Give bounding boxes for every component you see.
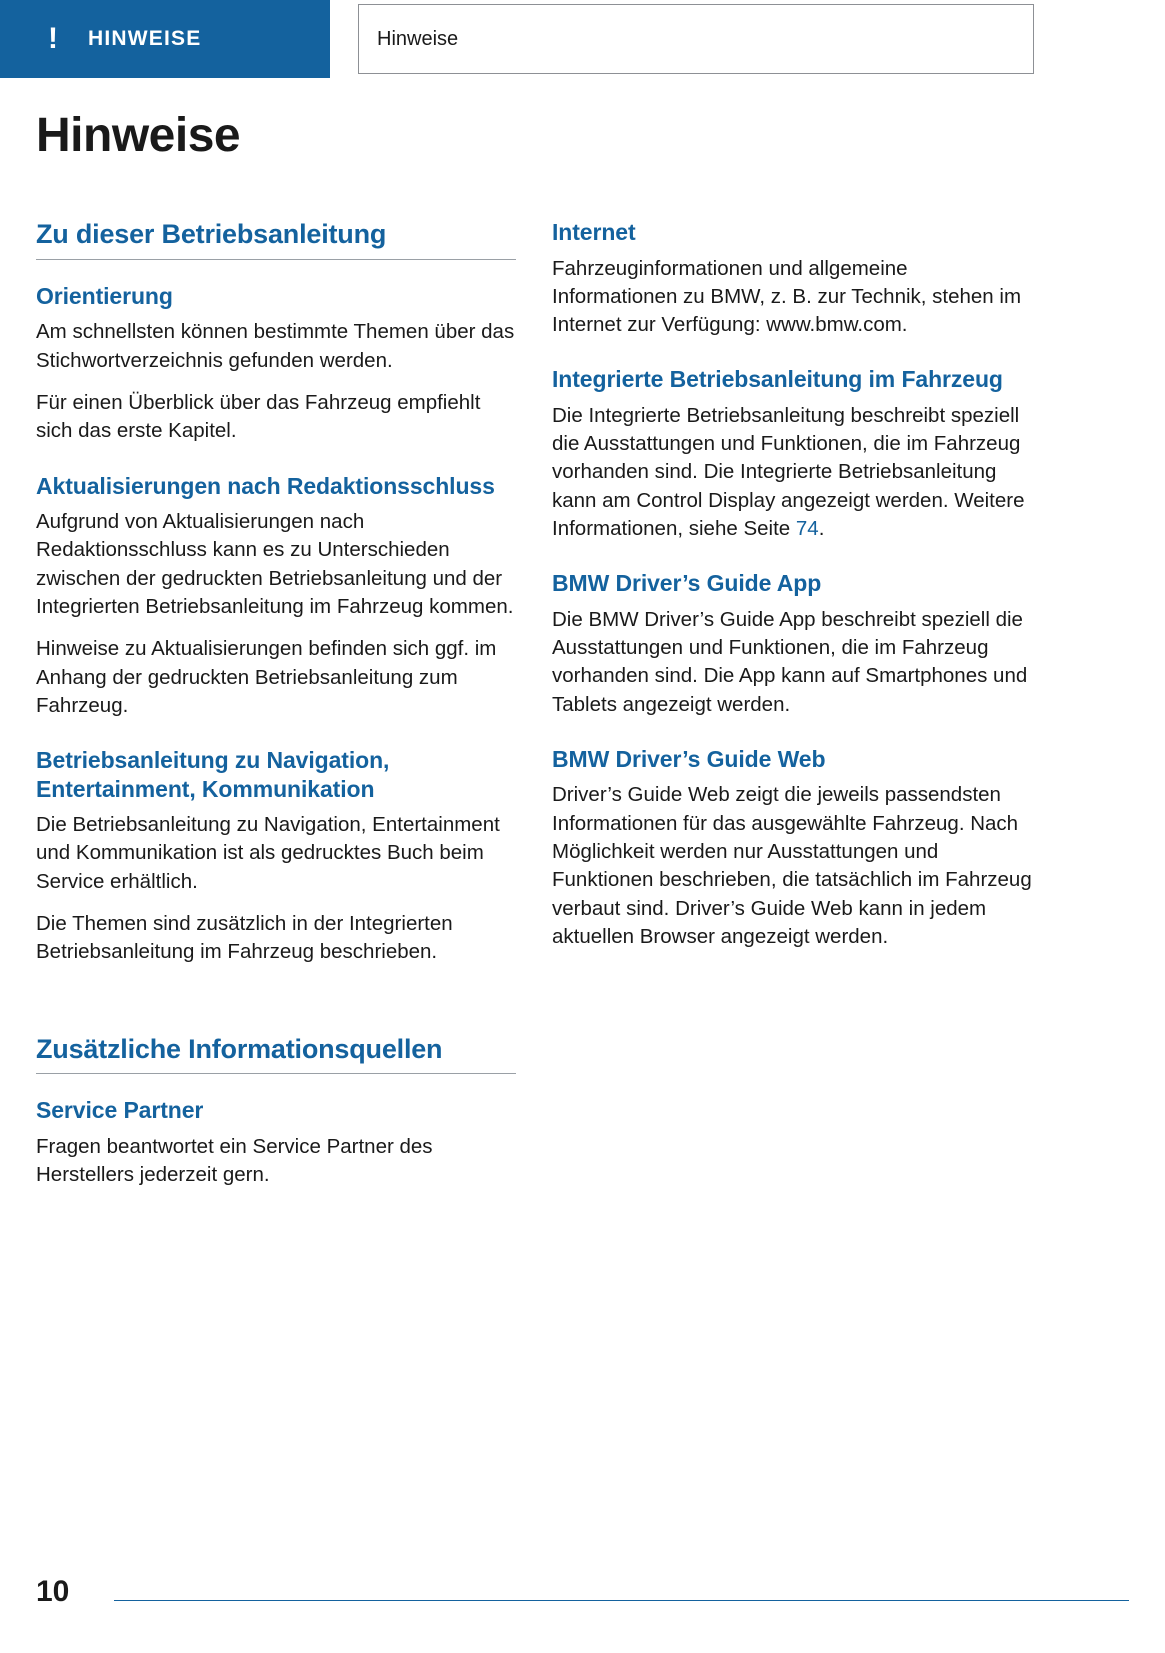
subsection-aktualisierungen bbox=[36, 472, 516, 720]
subsection-service-partner bbox=[36, 1096, 516, 1189]
paragraph bbox=[552, 402, 1032, 543]
subsection-heading-aktualisierungen: Aktualisierungen nach Redaktionsschluss bbox=[36, 472, 495, 499]
subsection-internet bbox=[552, 218, 1032, 339]
paragraph: Die Betriebsanleitung zu Navigation, Entertainment und Kommunikation ist als gedrucktes Buch beim Service erhältlich. bbox=[36, 813, 500, 893]
page-number: 10 bbox=[36, 1575, 70, 1608]
section-heading-zu-dieser-betriebsanleitung: Zu dieser Betriebsanleitung bbox=[36, 219, 387, 249]
paragraph: Aufgrund von Aktualisierungen nach Redaktionsschluss kann es zu Unterschieden zwischen der gedruckten Betriebsanleitung und der Integrierten Betriebsanleitung im Fahrzeug kommen. bbox=[36, 510, 514, 618]
section-divider bbox=[36, 259, 516, 260]
paragraph: Am schnellsten können bestimmte Themen über das Stichwortverzeichnis gefunden werden. bbox=[36, 320, 515, 372]
subsection-heading-orientierung: Orientierung bbox=[36, 282, 173, 309]
breadcrumb bbox=[358, 4, 1034, 74]
subsection-integrierte-betriebsanleitung bbox=[552, 365, 1032, 543]
chapter-tab-hinweise[interactable] bbox=[0, 0, 330, 78]
paragraph: Die BMW Driver’s Guide App beschreibt speziell die Ausstattungen und Funktionen, die im Fahrzeug vorhanden sind. Die App kann auf Smartphones und Tablets angezeigt werden. bbox=[552, 607, 1028, 716]
page-reference-link[interactable]: 74 bbox=[795, 517, 819, 540]
paragraph-text: Die Integrierte Betriebsanleitung beschreibt speziell die Ausstattungen und Funktionen, die im Fahrzeug vorhanden sind. Die Integrierte Betriebsanleitung kann am Control Display angezeigt werden. Weitere Informationen, siehe Seite bbox=[552, 403, 1025, 540]
subsection-heading-integrierte-betriebsanleitung: Integrierte Betriebsanleitung im Fahrzeug bbox=[552, 366, 1003, 393]
section-heading-zusaetzliche-informationsquellen: Zusätzliche Informationsquellen bbox=[36, 1033, 443, 1064]
page-footer bbox=[36, 1569, 1129, 1609]
breadcrumb-label: Hinweise bbox=[377, 27, 459, 50]
subsection-betriebsanleitung-navigation bbox=[36, 746, 516, 966]
paragraph: Fahrzeuginformationen und allgemeine Informationen zu BMW, z. B. zur Technik, stehen im Internet zur Verfügung: www.bmw.com. bbox=[552, 256, 1022, 337]
left-column bbox=[36, 218, 516, 1216]
subsection-orientierung bbox=[36, 282, 516, 446]
subsection-heading-betriebsanleitung-navigation: Betriebsanleitung zu Navigation, Entertainment, Kommunikation bbox=[36, 747, 390, 802]
page-title: Hinweise bbox=[36, 109, 241, 162]
paragraph: Fragen beantwortet ein Service Partner des Herstellers jederzeit gern. bbox=[36, 1134, 433, 1187]
paragraph: Die Themen sind zusätzlich in der Integrierten Betriebsanleitung im Fahrzeug beschrieben. bbox=[36, 911, 453, 964]
section-divider bbox=[36, 1073, 516, 1074]
footer-divider bbox=[114, 1600, 1129, 1601]
subsection-drivers-guide-app bbox=[552, 569, 1032, 719]
page-header bbox=[0, 0, 1165, 78]
paragraph-text-end: . bbox=[818, 517, 825, 540]
exclamation-icon: ! bbox=[48, 22, 58, 55]
subsection-heading-drivers-guide-web: BMW Driver’s Guide Web bbox=[552, 745, 826, 772]
right-column bbox=[552, 218, 1032, 977]
chapter-tab-label: HINWEISE bbox=[88, 27, 202, 50]
subsection-heading-service-partner: Service Partner bbox=[36, 1097, 204, 1124]
subsection-heading-drivers-guide-app: BMW Driver’s Guide App bbox=[552, 570, 822, 597]
paragraph: Hinweise zu Aktualisierungen befinden sich ggf. im Anhang der gedruckten Betriebsanleitung zum Fahrzeug. bbox=[36, 637, 497, 717]
paragraph: Für einen Überblick über das Fahrzeug empfiehlt sich das erste Kapitel. bbox=[36, 391, 481, 443]
subsection-heading-internet: Internet bbox=[552, 219, 636, 245]
paragraph: Driver’s Guide Web zeigt die jeweils passendsten Informationen für das ausgewählte Fahrzeug. Nach Möglichkeit werden nur Ausstattungen und Funktionen beschrieben, die tatsächlich im Fahrzeug verbaut sind. Driver’s Guide Web kann in jedem aktuellen Browser angezeigt werden. bbox=[552, 783, 1032, 948]
subsection-drivers-guide-web bbox=[552, 745, 1032, 951]
